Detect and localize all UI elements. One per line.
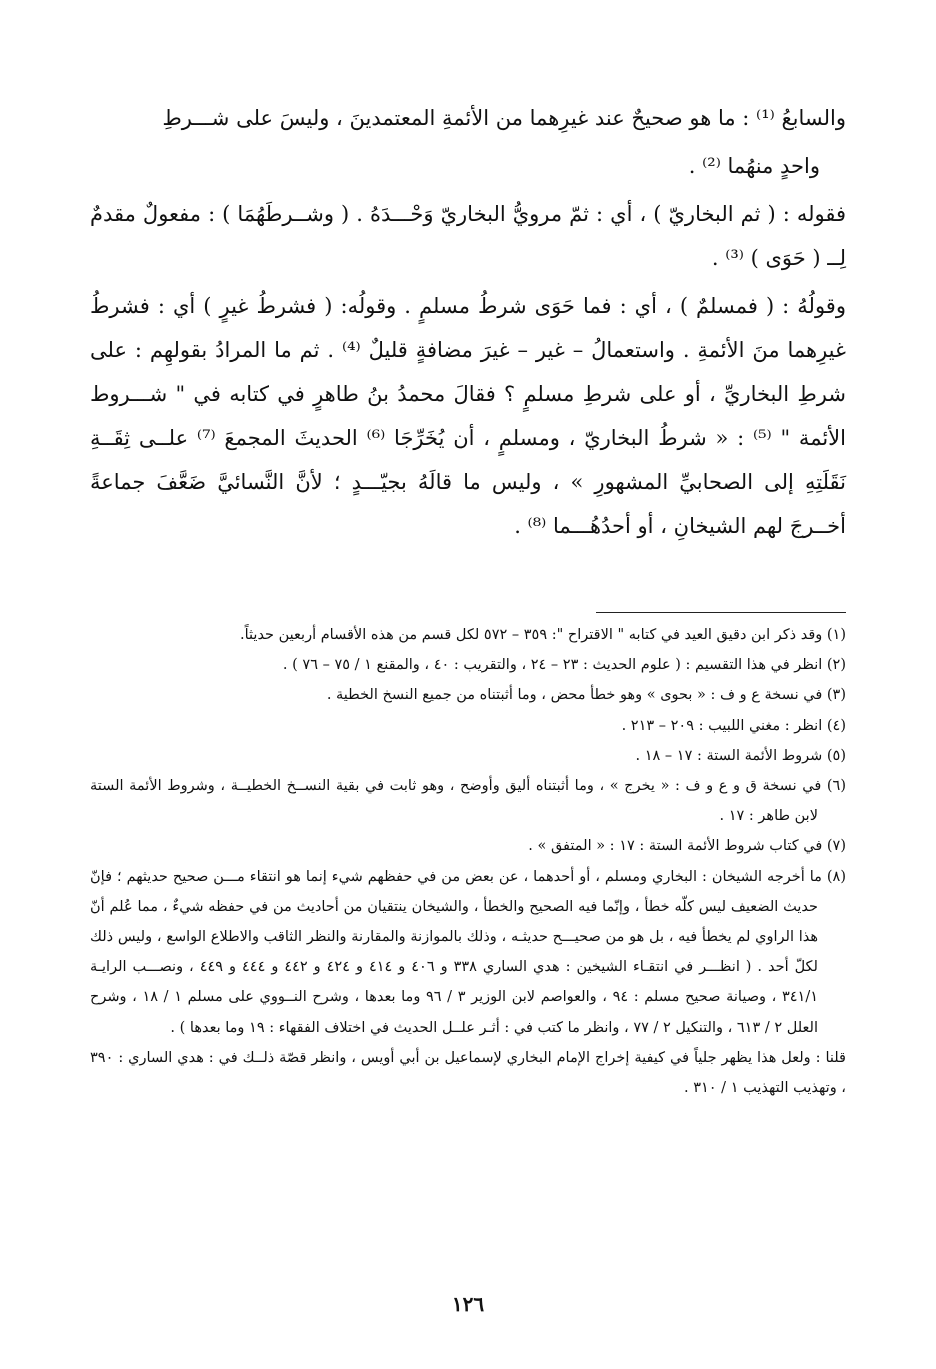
footnote-7: (٧) في كتاب شروط الأئمة الستة : ١٧ : « المتفق » . (528, 838, 846, 855)
footnote-4: (٤) انظر : مغني اللبيب : ٢٠٩ – ٢١٣ . (621, 717, 846, 734)
paragraph-bukhari: فقوله : ( ثم البخاريّ ) ، أي : ثمّ مرويُّ البخاريّ وَحْـــدَهُ . ( وشــرطَهُمَا ) : مفعولٌ مقدمٌ لِــ ( حَوَى ) ⁽³⁾ . (90, 202, 846, 270)
footnote-divider (596, 612, 846, 613)
footnote-5: (٥) شروط الأئمة الستة : ١٧ – ١٨ . (635, 747, 846, 764)
paragraph-seventh-cont: واحدٍ منهُما ⁽²⁾ . (688, 154, 820, 178)
page-number: ١٢٦ (451, 1292, 485, 1316)
footnote-2: (٢) انظر في هذا التقسيم : ( علوم الحديث : ٢٣ – ٢٤ ، والتقريب : ٤٠ ، والمقنع ١ / ٧٥ – ٧٦ ) . (282, 657, 846, 674)
paragraph-muslim: وقولُهُ : ( فمسلمٌ ) ، أي : فما حَوَى شرطُ مسلمٍ . وقولُه: ( فشرطُ غيرٍ ) أي : فشرطُ غيرِهما منَ الأئمةِ . واستعمالُ – غير – غيرَ مضافةٍ قليلٌ ⁽⁴⁾ . ثم ما المرادُ بقولهِم : على شرطِ البخاريِّ ، أو على شرطِ مسلمٍ ؟ فقالَ محمدُ بنُ طاهرٍ في كتابه في " شـــروط الأئمة " ⁽⁵⁾ : « شرطُ البخاريّ ، ومسلمٍ ، أن يُخَرِّجَا ⁽⁶⁾ الحديثَ المجمعَ ⁽⁷⁾ علــى ثِقَــةِ نَقَلَتِهِ إلى الصحابيِّ المشهورِ » ، وليس ما قالَهُ بجيّـــدٍ ؛ لأنَّ النَّسائيَّ ضَعَّفَ جماعةً أخــرجَ لهم الشيخانِ ، أو أحدُهُـــما ⁽⁸⁾ . (90, 294, 846, 538)
paragraph-seventh: والسابعُ ⁽¹⁾ : ما هو صحيحٌ عند غيرِهما من الأئمةِ المعتمدينَ ، وليسَ على شـــرطِ (162, 106, 846, 130)
main-text (90, 96, 846, 552)
footnote-1: (١) وقد ذكر ابن دقيق العيد في كتابه " الاقتراح ": ٣٥٩ – ٥٧٢ لكل قسم من هذه الأقسام أربعين حديثاً. (240, 627, 846, 643)
footnote-8: (٨) ما أخرجه الشيخان : البخاري ومسلم ، أو أحدهما ، عن بعض من في حفظهم شيء إنما هو انتقاء مـــن صحيح حديثهم ؛ فإنّ حديث الضعيف ليس كلّه خطأ ، وإنّما فيه الصحيح والخطأ ، والشيخان ينتقيان من أحاديث من في حفظه شيءٌ ، مما عُلم أنّ هذا الراوي لم يخطأ فيه ، بل هو من صحيـــح حديثـه ، وذلك بالموازنة والمقارنة والنظر الثاقب والاطلاع الواسع ، وليس ذلك لكلّ أحد . ( انظـــر في انتقـاء الشيخين : هدي الساري ٣٣٨ و ٤٠٦ و ٤١٤ و ٤٢٤ و ٤٤٢ و ٤٤٤ و ٤٤٩ ، ونصـــب الرايـة ٣٤١/١ ، وصيانة صحيح مسلم : ٩٤ ، والعواصم لابن الوزير ٣ / ٩٦ وما بعدها ، وشرح النــووي على مسلم ١ / ١٨ ، وشرح العلل ٢ / ٦١٣ ، والتنكيل ٢ / ٧٧ ، وانظر ما كتب في : أثـر علــل الحديث في اختلاف الفقهاء : ١٩ وما بعدها ) . (90, 868, 846, 1036)
footnotes (90, 620, 846, 1103)
footnote-editor-note: قلنا : ولعل هذا يظهر جلياً في كيفية إخراج الإمام البخاري لإسماعيل بن أبي أويس ، وانظر قصّة ذلــك في : هدي الساري : ٣٩٠ ، وتهذيب التهذيب ١ / ٣١٠ . (90, 1049, 846, 1097)
footnote-3: (٣) في نسخة ع و ف : « بحوى » وهو خطأ محض ، وما أثبتناه من جميع النسخ الخطية . (326, 687, 846, 704)
footnote-6: (٦) في نسخة ق و ع و ف : « يخرج » ، وما أثبتناه أليق وأوضح ، وهو ثابت في بقية النســخ الخطيــة ، وشروط الأئمة الستة لابن طاهر : ١٧ . (90, 778, 846, 825)
